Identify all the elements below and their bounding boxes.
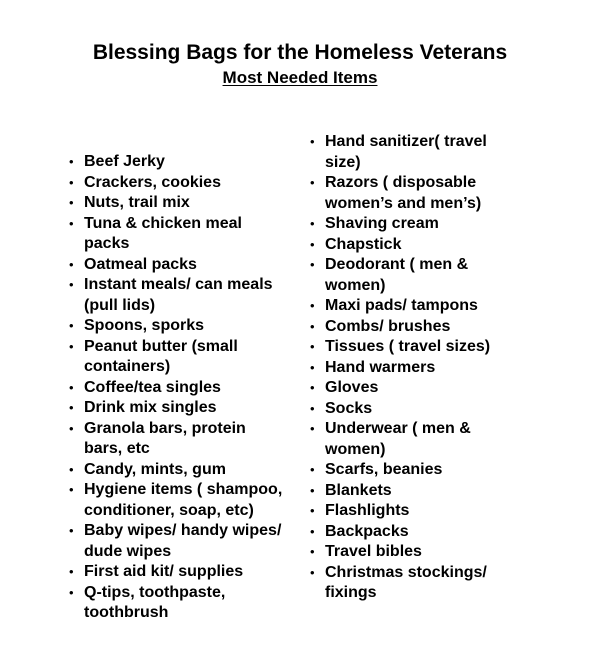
list-item: • Travel bibles: [325, 542, 525, 563]
list-item: • Q-tips, toothpaste, toothbrush: [84, 583, 284, 624]
list-item: • Oatmeal packs: [84, 255, 284, 276]
left-item-list: [84, 152, 284, 624]
list-item: • Maxi pads/ tampons: [325, 296, 525, 317]
list-item: • Socks: [325, 399, 525, 420]
list-item: • Razors ( disposable women’s and men’s): [325, 173, 525, 214]
list-item: • Underwear ( men & women): [325, 419, 525, 460]
list-item: • Hand sanitizer( travel size): [325, 132, 525, 173]
list-item: • Deodorant ( men & women): [325, 255, 525, 296]
list-item: • Chapstick: [325, 235, 525, 256]
list-item: • Gloves: [325, 378, 525, 399]
list-item: • Granola bars, protein bars, etc: [84, 419, 284, 460]
list-item: • Blankets: [325, 481, 525, 502]
list-item: • Instant meals/ can meals (pull lids): [84, 275, 284, 316]
list-item: • Christmas stockings/ fixings: [325, 563, 525, 604]
page-subtitle: [0, 67, 600, 89]
list-item: • First aid kit/ supplies: [84, 562, 284, 583]
list-item: • Backpacks: [325, 522, 525, 543]
right-item-list: [325, 132, 525, 604]
list-item: • Hand warmers: [325, 358, 525, 379]
subtitle-text: Most Needed Items: [222, 68, 378, 87]
list-item: • Tissues ( travel sizes): [325, 337, 525, 358]
list-item: • Nuts, trail mix: [84, 193, 284, 214]
list-item: • Candy, mints, gum: [84, 460, 284, 481]
list-item: • Shaving cream: [325, 214, 525, 235]
list-item: • Crackers, cookies: [84, 173, 284, 194]
list-item: • Tuna & chicken meal packs: [84, 214, 284, 255]
list-item: • Combs/ brushes: [325, 317, 525, 338]
list-item: • Drink mix singles: [84, 398, 284, 419]
list-item: • Spoons, sporks: [84, 316, 284, 337]
list-item: • Beef Jerky: [84, 152, 284, 173]
list-item: • Hygiene items ( shampoo, conditioner, soap, etc): [84, 480, 284, 521]
list-item: • Baby wipes/ handy wipes/ dude wipes: [84, 521, 284, 562]
list-item: • Scarfs, beanies: [325, 460, 525, 481]
list-item: • Coffee/tea singles: [84, 378, 284, 399]
page-title: Blessing Bags for the Homeless Veterans: [92, 41, 508, 64]
list-item: • Flashlights: [325, 501, 525, 522]
list-item: • Peanut butter (small containers): [84, 337, 284, 378]
